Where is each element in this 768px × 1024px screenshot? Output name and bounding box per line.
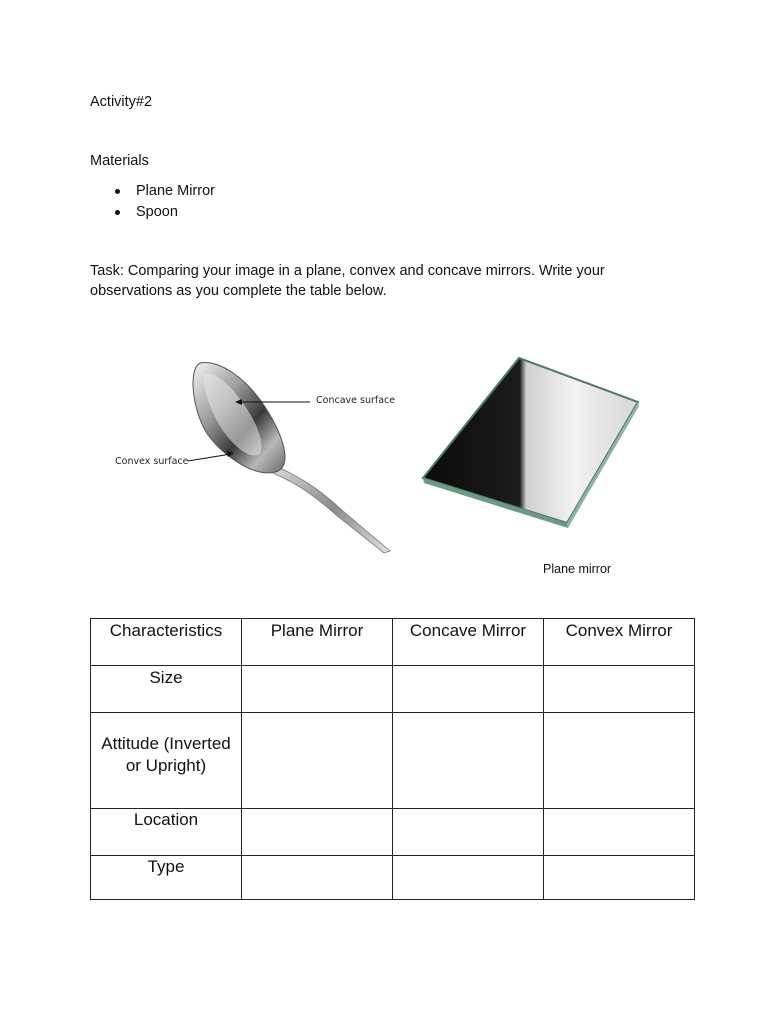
- row-label-type: Type: [91, 856, 242, 900]
- table-cell[interactable]: [544, 809, 695, 856]
- materials-list: [112, 181, 215, 223]
- observation-table: [90, 618, 695, 900]
- table-cell[interactable]: [242, 809, 393, 856]
- table-cell[interactable]: [242, 856, 393, 900]
- table-cell[interactable]: [544, 713, 695, 809]
- table-row: [91, 809, 695, 856]
- table-cell[interactable]: [242, 713, 393, 809]
- spoon-image: [108, 355, 408, 553]
- materials-heading: Materials: [90, 153, 149, 169]
- task-instructions: Task: Comparing your image in a plane, convex and concave mirrors. Write your observations as you complete the table below.: [90, 263, 605, 299]
- list-item: Plane Mirror: [112, 181, 215, 202]
- header-convex-mirror: Convex Mirror: [544, 619, 695, 666]
- row-label-location: Location: [91, 809, 242, 856]
- table-cell[interactable]: [393, 713, 544, 809]
- convex-surface-label: Convex surface: [115, 456, 189, 467]
- row-label-size: Size: [91, 666, 242, 713]
- table-cell[interactable]: [242, 666, 393, 713]
- table-cell[interactable]: [544, 856, 695, 900]
- table-row: [91, 666, 695, 713]
- row-label-attitude: Attitude (Inverted or Upright): [91, 713, 242, 809]
- plane-mirror-image: [412, 340, 668, 555]
- table-cell[interactable]: [393, 666, 544, 713]
- table-row: [91, 713, 695, 809]
- header-characteristics: Characteristics: [91, 619, 242, 666]
- table-cell[interactable]: [393, 809, 544, 856]
- mirror-caption: Plane mirror: [543, 562, 612, 576]
- table-row: [91, 856, 695, 900]
- table-cell[interactable]: [544, 666, 695, 713]
- table-cell[interactable]: [393, 856, 544, 900]
- header-plane-mirror: Plane Mirror: [242, 619, 393, 666]
- concave-surface-label: Concave surface: [316, 395, 396, 406]
- list-item: Spoon: [112, 202, 215, 223]
- activity-title: Activity#2: [90, 94, 153, 110]
- header-concave-mirror: Concave Mirror: [393, 619, 544, 666]
- table-header-row: [91, 619, 695, 666]
